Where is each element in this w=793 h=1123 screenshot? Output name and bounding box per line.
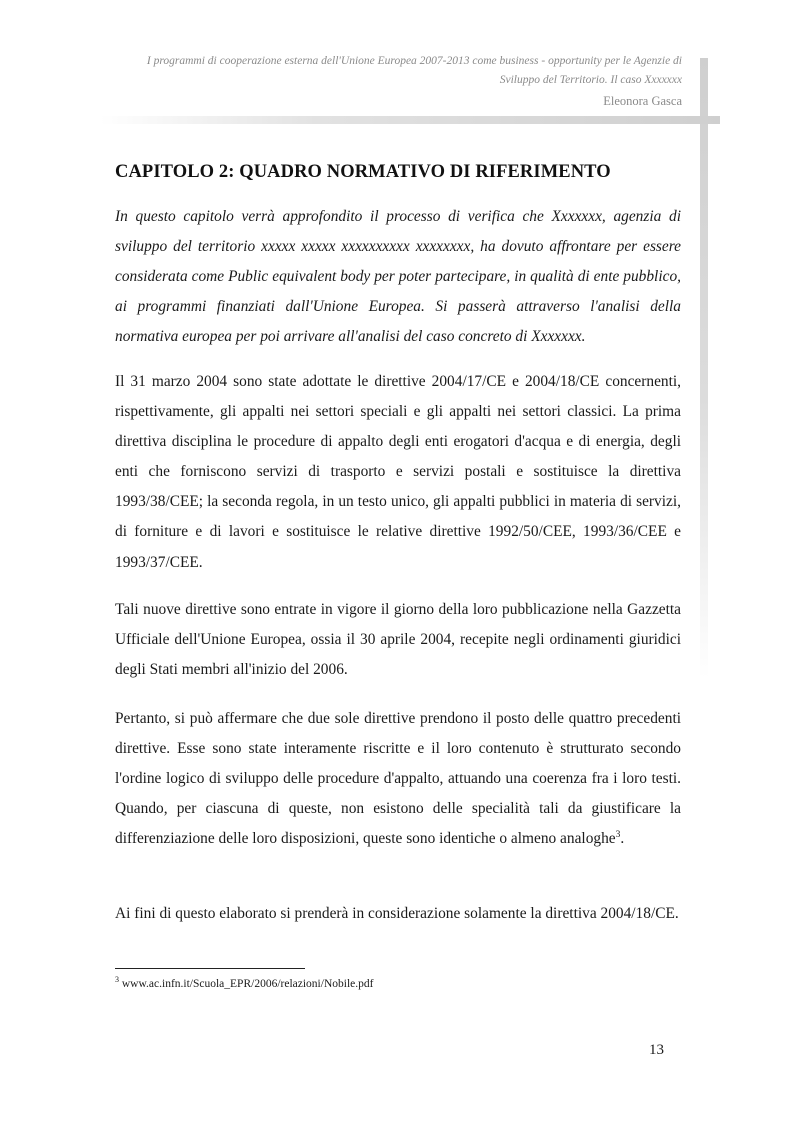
paragraph-3-text: Pertanto, si può affermare che due sole direttive prendono il posto delle quattro precedenti direttive. Esse sono state interamente riscritte e il loro contenuto è strutturato secondo l'ordine logico di sviluppo delle procedure d'appalto, attuando una coerenza fra i loro testi. Quando, per ciascuna di queste, non esistono delle specialità tali da giustificare la differenziazione delle loro disposizioni, queste sono identiche o almeno analoghe	[115, 710, 681, 848]
footnote	[115, 976, 681, 992]
paragraph-2: Tali nuove direttive sono entrate in vigore il giorno della loro pubblicazione nella Gazzetta Ufficiale dell'Unione Europea, ossia il 30 aprile 2004, recepite negli ordinamenti giuridici degli Stati membri all'inizio del 2006.	[115, 601, 681, 679]
header-horizontal-bar	[100, 116, 720, 124]
paragraph-3-end: .	[620, 830, 625, 848]
footnote-number: 3	[115, 975, 119, 985]
paragraph-1: Il 31 marzo 2004 sono state adottate le direttive 2004/17/CE e 2004/18/CE concernenti, rispettivamente, gli appalti nei settori speciali e gli appalti nei settori classici. La prima direttiva disciplina le procedure di appalto degli enti erogatori d'acqua e di energia, degli enti che forniscono servizi di trasporto e servizi postali e sostituisce la direttiva 1993/38/CEE; la seconda regola, in un testo unico, gli appalti pubblici in materia di servizi, di forniture e di lavori e sostituisce le relative direttive 1992/50/CEE, 1993/36/CEE e 1993/37/CEE.	[115, 373, 681, 571]
chapter-title: CAPITOLO 2: QUADRO NORMATIVO DI RIFERIMENTO	[115, 162, 611, 182]
footnote-separator	[115, 968, 305, 969]
footnote-reference[interactable]: 3	[615, 830, 621, 841]
page-number: 13	[649, 1042, 664, 1058]
paragraph-3	[115, 704, 681, 854]
author-name: Eleonora Gasca	[603, 94, 682, 108]
running-title: I programmi di cooperazione esterna dell'Unione Europea 2007-2013 come business - opportunity per le Agenzie di Sviluppo del Territorio. Il caso Xxxxxxx	[146, 55, 682, 86]
footnote-link[interactable]: www.ac.infn.it/Scuola_EPR/2006/relazioni/Nobile.pdf	[119, 978, 374, 990]
header-vertical-bar	[700, 58, 708, 678]
paragraph-4: Ai fini di questo elaborato si prenderà in considerazione solamente la direttiva 2004/18/CE.	[115, 905, 679, 922]
intro-paragraph: In questo capitolo verrà approfondito il processo di verifica che Xxxxxxx, agenzia di sviluppo del territorio xxxxx xxxxx xxxxxxxxxx xxxxxxxx, ha dovuto affrontare per essere considerata come Public equivalent body per poter partecipare, in qualità di ente pubblico, ai programmi finanziati dall'Unione Europea. Si passerà attraverso l'analisi della normativa europea per poi arrivare all'analisi del caso concreto di Xxxxxxx.	[115, 208, 681, 346]
